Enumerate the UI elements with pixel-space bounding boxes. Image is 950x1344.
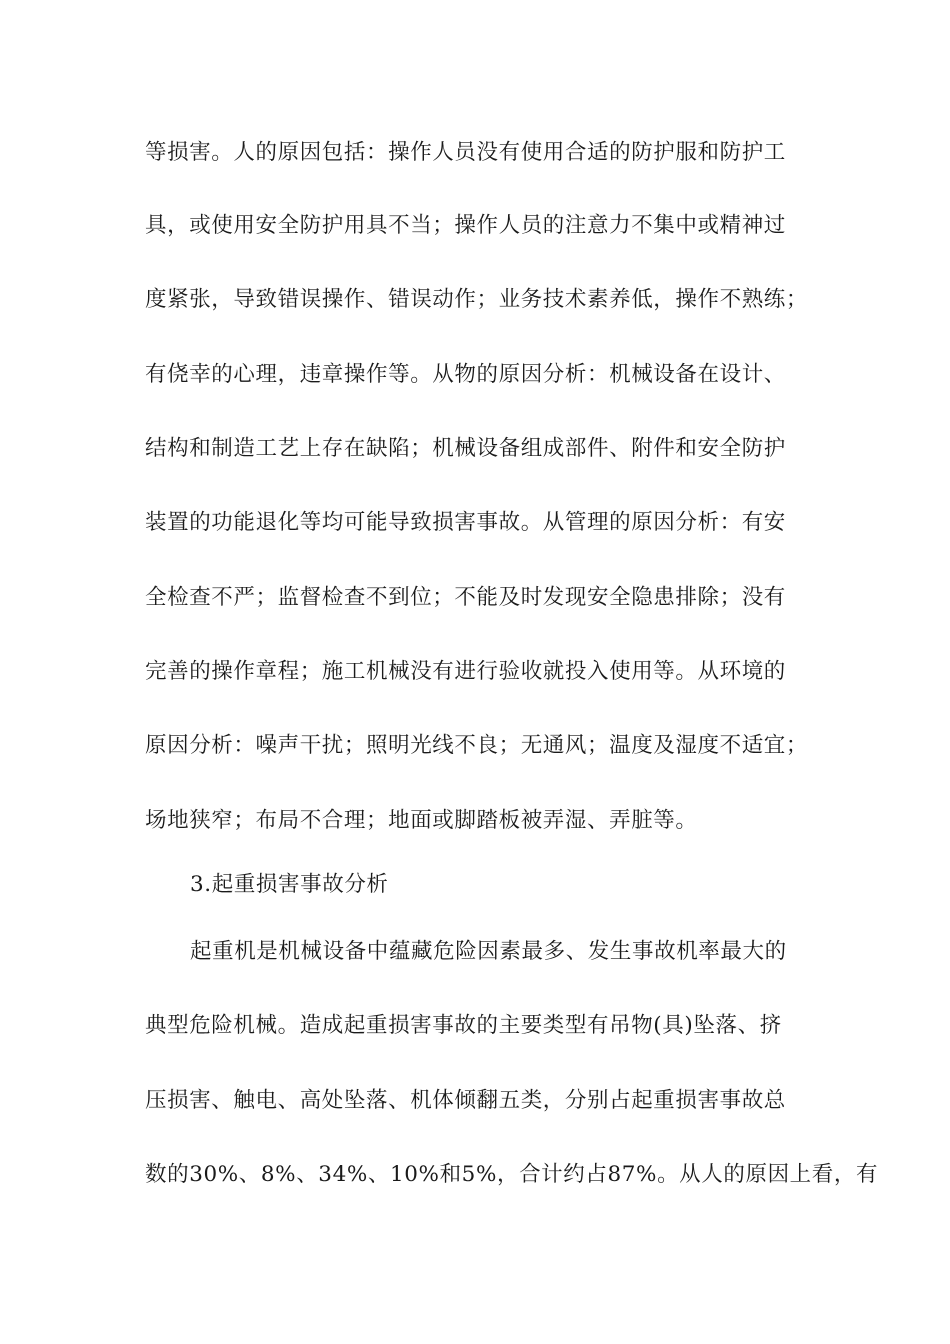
- text-line: 场地狭窄；布局不合理；地面或脚踏板被弄湿、弄脏等。: [145, 808, 698, 833]
- section-heading: 3.起重损害事故分析: [190, 872, 389, 897]
- text-line: 原因分析：噪声干扰；照明光线不良；无通风；温度及湿度不适宜；: [145, 733, 809, 758]
- text-line: 典型危险机械。造成起重损害事故的主要类型有吊物(具)坠落、挤: [145, 1013, 782, 1038]
- text-line: 具，或使用安全防护用具不当；操作人员的注意力不集中或精神过: [145, 213, 786, 238]
- text-line: 起重机是机械设备中蕴藏危险因素最多、发生事故机率最大的: [190, 939, 787, 964]
- text-line: 有侥幸的心理，违章操作等。从物的原因分析：机械设备在设计、: [145, 362, 786, 387]
- text-line: 完善的操作章程；施工机械没有进行验收就投入使用等。从环境的: [145, 659, 786, 684]
- text-line: 压损害、触电、高处坠落、机体倾翻五类，分别占起重损害事故总: [145, 1088, 786, 1113]
- text-line: 等损害。人的原因包括：操作人员没有使用合适的防护服和防护工: [145, 140, 786, 165]
- text-line: 装置的功能退化等均可能导致损害事故。从管理的原因分析：有安: [145, 510, 786, 535]
- text-line: 结构和制造工艺上存在缺陷；机械设备组成部件、附件和安全防护: [145, 436, 786, 461]
- text-line: 全检查不严；监督检查不到位；不能及时发现安全隐患排除；没有: [145, 585, 786, 610]
- text-line: 度紧张，导致错误操作、错误动作；业务技术素养低，操作不熟练；: [145, 287, 809, 312]
- text-line: 数的30%、8%、34%、10%和5%，合计约占87%。从人的原因上看，有: [145, 1162, 879, 1187]
